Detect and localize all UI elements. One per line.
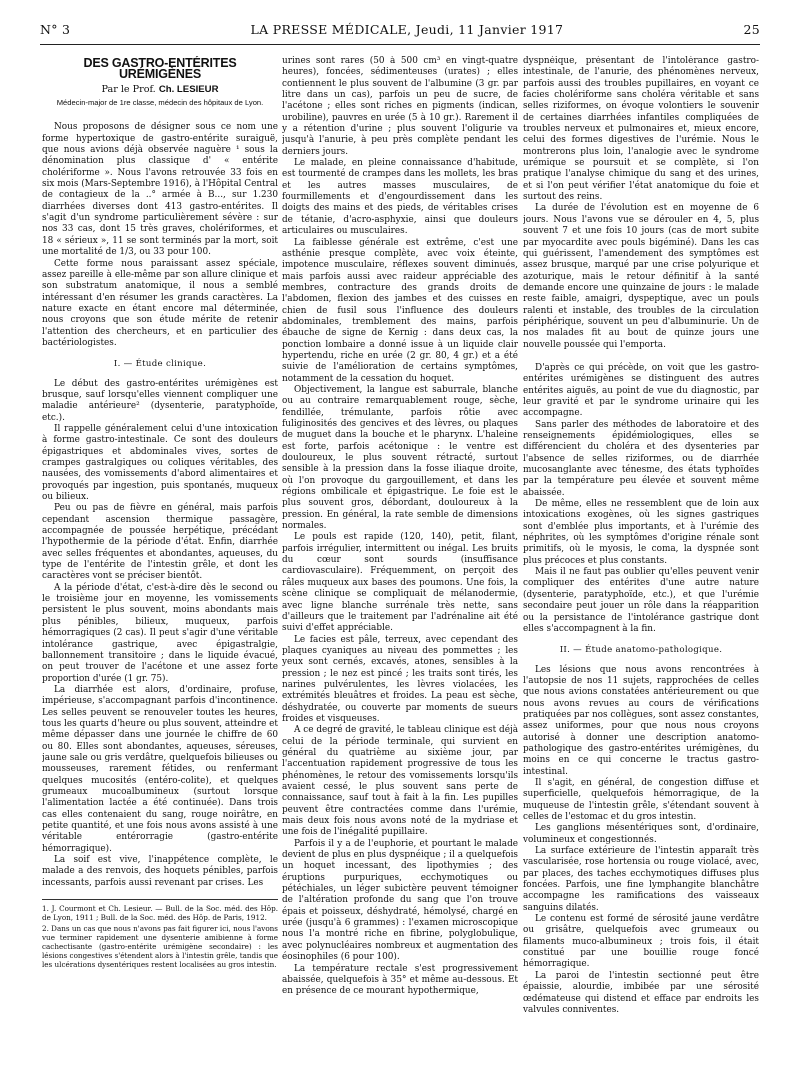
paragraph: Le contenu est formé de sérosité jaune verdâtre ou grisâtre, quelquefois avec grumeaux ou filaments muco-albumineux ; trois fois, il était constitué par une bouillie rouge foncé hémorragique.: [523, 914, 759, 970]
paragraph: Les ganglions mésentériques sont, d'ordinaire, volumineux et congestionnés.: [523, 823, 759, 845]
footnote-2: 2. Dans un cas que nous n'avons pas fait figurer ici, nous l'avons vue terminer rapidement une dysenterie amibienne à forme cachectisante (gastro-entérite urémigène secondaire) : les lésions congestives s'étendent alors à l'intestin grêle, tandis que les ulcérations dysentériques restent localisées au gros intestin.: [42, 924, 278, 970]
paragraph: Il s'agit, en général, de congestion diffuse et superficielle, quelquefois hémorragique, de la muqueuse de l'intestin grêle, s'étendant souvent à celles de l'estomac et du gros intestin.: [523, 777, 759, 822]
paragraph: La surface extérieure de l'intestin apparaît très vascularisée, rose hortensia ou rouge violacé, avec, par places, des taches ecchymotiques diffuses plus foncées. Parfois, une fine lymphangite blanchâtre accompagne les ramifications des vaisseaux sanguins dilatés.: [523, 846, 759, 913]
paragraph: La température rectale s'est progressivement abaissée, quelquefois à 35° et même au-dessous. Et en présence de ce mourant hypothermique,: [282, 963, 518, 997]
spacer: [523, 351, 759, 363]
footnotes: [42, 899, 278, 969]
paragraph: Le facies est pâle, terreux, avec cependant des plaques cyaniques au niveau des pommettes ; les yeux sont cernés, excavés, atones, sensibles à la pression ; le nez est pincé ; les traits sont tirés, les narines pulvérulentes, les lèvres violacées, les extrémités bleuâtres et froides. La peau est sèche, déshydratée, ou couverte par moments de sueurs froides et visqueuses.: [282, 634, 518, 724]
column-1: [42, 56, 278, 1056]
paragraph: La paroi de l'intestin sectionné peut être épaissie, alourdie, imbibée par une sérosité œdémateuse qui distend et efface par endroits les valvules conniventes.: [523, 970, 759, 1015]
running-header: [40, 22, 760, 42]
paragraph: Les lésions que nous avons rencontrées à l'autopsie de nos 11 sujets, rapprochées de celles que nous avions constatées antérieurement ou que nous avons revues au cours de vérifications pratiquées par nos collègues, sont assez constantes, assez uniformes, pour que nous nous croyons autorisé à donner une description anatomo-pathologique des gastro-entérites urémigènes, du moins en ce qui concerne le tractus gastro-intestinal.: [523, 664, 759, 777]
byline-prefix: Par le Prof.: [101, 83, 156, 95]
byline: [42, 84, 278, 95]
header-rule: [40, 44, 760, 45]
author-name: Ch. LESIEUR: [158, 83, 219, 95]
paragraph: D'après ce qui précède, on voit que les gastro-entérites urémigènes se distinguent des autres entérites aiguës, au point de vue du diagnostic, par leur gravité et par le syndrome urinaire qui les accompagne.: [523, 362, 759, 419]
paragraph: La faiblesse générale est extrême, c'est une asthénie presque complète, avec voix éteinte, impotence musculaire, réflexes souvent diminués, mais parfois aussi avec raideur appréciable des membres, contracture des grands droits de l'abdomen, flexion des jambes et des cuisses en chien de fusil sous l'influence des douleurs abdominales, tremblement des mains, parfois ébauche de signe de Kernig : dans deux cas, la ponction lombaire a donné issue à un liquide clair hypertendu, riche en urée (2 gr. 80, 4 gr.) et a été suivie de l'amélioration de certains symptômes, notamment de la cessation du hoquet.: [282, 237, 518, 384]
paragraph: A ce degré de gravité, le tableau clinique est déjà celui de la période terminale, qui survient en général du quatrième au sixième jour, par l'accentuation rapidement progressive de tous les phénomènes, le retour des vomissements lorsqu'ils avaient cessé, le plus souvent sans perte de connaissance, sauf tout à fait à la fin. Les pupilles peuvent être contractées comme dans l'urémie, mais deux fois nous avons noté de la mydriase et une fois de l'inégalité pupillaire.: [282, 725, 518, 838]
paragraph: Il rappelle généralement celui d'une intoxication à forme gastro-intestinale. Ce sont des douleurs épigastriques et abdominales vives, sortes de crampes gastralgiques ou coliques véritables, des nausées, des vomissements d'abord alimentaires et provoqués par ingestion, puis spontanés, muqueux ou bilieux.: [42, 423, 278, 503]
author-affiliation: Médecin-major de 1re classe, médecin des hôpitaux de Lyon.: [56, 98, 264, 108]
paragraph: dyspnéique, présentant de l'intolérance gastro-intestinale, de l'anurie, des phénomènes nerveux, parfois aussi des troubles pupillaires, en voyant ce facies cholériforme sans choléra véritable et sans selles riziformes, on évoque volontiers le souvenir de certaines diarrhées infantiles compliquées de troubles nerveux et pulmonaires et, mieux encore, celui des formes digestives de l'urémie. Nous le montrerons plus loin, l'analogie avec le syndrome urémique se poursuit et se complète, si l'on pratique l'analyse chimique du sang et des urines, et si l'on peut vérifier l'état anatomique du foie et surtout des reins.: [523, 56, 759, 203]
issue-number: N° 3: [40, 22, 71, 37]
article-title: DES GASTRO-ENTÉRITES URÉMIGÈNES: [83, 56, 237, 82]
paragraph: Cette forme nous paraissant assez spéciale, assez pareille à elle-même par son allure clinique et son substratum anatomique, il nous a semblé intéressant d'en résumer les grands caractères. La nature exacte en étant encore mal déterminée, nous croyons que son étude mérite de retenir l'attention des chercheurs, et en particulier des bactériologistes.: [42, 258, 278, 348]
paragraph: Mais il ne faut pas oublier qu'elles peuvent venir compliquer des entérites d'une autre nature (dysenterie, paratyphoïde, etc.), et que l'urémie secondaire peut jouer un rôle dans la réapparition ou la persistance de l'intolérance gastrique dont elles s'accompagnent à la fin.: [523, 567, 759, 634]
paragraph: Le malade, en pleine connaissance d'habitude, est tourmenté de crampes dans les mollets, les bras et les autres masses musculaires, de fourmillements et d'engourdissement dans les doigts des mains et des pieds, de véritables crises de tétanie, d'acro-asphyxie, ainsi que douleurs articulaires ou musculaires.: [282, 158, 518, 237]
paragraph: Nous proposons de désigner sous ce nom une forme hypertoxique de gastro-entérite suraiguë, que nous avions déjà observée naguère ¹ sous la dénomination plus classique d' « entérite cholériforme ». Nous l'avons retrouvée 33 fois en six mois (Mars-Septembre 1916), à l'Hôpital Central de contagieux de la ..° armée à B..., sur 1.230 diarrhées diverses dont 413 gastro-entérites. Il s'agit d'un syndrome particulièrement sévère : sur nos 33 cas, dont 15 très graves, cholériformes, et 18 « sérieux », 11 se sont terminés par la mort, soit une mortalité de 1/3, ou 33 pour 100.: [42, 122, 278, 258]
page-number: 25: [743, 22, 760, 37]
footnote-1: 1. J. Courmont et Ch. Lesieur. — Bull. de la Soc. méd. des Hôp. de Lyon, 1911 ; Bull. de la Soc. méd. des Hôp. de Paris, 1912.: [42, 904, 278, 923]
paragraph: Le début des gastro-entérites urémigènes est brusque, sauf lorsqu'elles viennent compliquer une maladie antérieure² (dysenterie, paratyphoïde, etc.).: [42, 378, 278, 423]
column-3: [523, 56, 759, 1066]
column-2: [282, 56, 518, 1066]
paragraph: La diarrhée est alors, d'ordinaire, profuse, impérieuse, s'accompagnant parfois d'incontinence. Les selles peuvent se renouveler toutes les heures, tous les quarts d'heure ou plus souvent, atteindre et même dépasser dans une journée le chiffre de 60 ou 80. Elles sont abondantes, aqueuses, séreuses, jaune sale ou gris verdâtre, quelquefois bilieuses ou mousseuses, rarement fétides, ou renfermant quelques mucosités (entéro-colite), et quelques grumeaux mucoalbumineux (surtout lorsque l'alimentation lactée a été continuée). Dans trois cas elles contenaient du sang, rouge noirâtre, en petite quantité, et une fois nous avons assisté à une véritable entérorragie (gastro-entérite hémorragique).: [42, 684, 278, 854]
paragraph: urines sont rares (50 à 500 cm³ en vingt-quatre heures), foncées, sédimenteuses (urates) ; elles contiennent le plus souvent de l'albumine (3 gr. par litre dans un cas), parfois un peu de sucre, de l'acétone ; elles sont riches en pigments (indican, urobiline), pauvres en urée (5 à 10 gr.). Rarement il y a rétention d'urine ; plus souvent l'oligurie va jusqu'à l'anurie, à peu près complète pendant les derniers jours.: [282, 56, 518, 157]
paragraph: La soif est vive, l'inappétence complète, le malade a des renvois, des hoquets pénibles, parfois incessants, parfois aussi revenant par crises. Les: [42, 855, 278, 888]
journal-title: LA PRESSE MÉDICALE, Jeudi, 11 Janvier 1917: [250, 22, 564, 37]
paragraph: Parfois il y a de l'euphorie, et pourtant le malade devient de plus en plus dyspnéique ; il a quelquefois un hoquet incessant, des lipothymies ; des éruptions purpuriques, ecchymotiques ou pétéchiales, un léger subictère peuvent témoigner de l'altération profonde du sang que l'on trouve épais et poisseux, déshydraté, hémolysé, chargé en urée (jusqu'à 6 grammes) : l'examen microscopique nous l'a montré riche en fibrine, polyglobulique, avec polynucléaires nombreux et augmentation des éosinophiles (6 pour 100).: [282, 838, 518, 963]
paragraph: Le pouls est rapide (120, 140), petit, filant, parfois irrégulier, intermittent ou inégal. Les bruits du cœur sont sourds (insuffisance cardiovasculaire). Fréquemment, on perçoit des râles muqueux aux bases des poumons. Une fois, la scène clinique se compliquait de mélanodermie, avec ligne blanche surrénale très nette, sans d'ailleurs que le traitement par l'adrénaline ait été suivi d'effet appréciable.: [282, 532, 518, 634]
paragraph: De même, elles ne ressemblent que de loin aux intoxications exogènes, où les signes gastriques sont d'emblée plus importants, et à l'urémie des néphrites, où les symptômes d'origine rénale sont primitifs, où le myosis, le coma, la dyspnée sont plus précoces et plus constants.: [523, 499, 759, 566]
paragraph: Peu ou pas de fièvre en général, mais parfois cependant ascension thermique passagère, accompagnée de poussée herpétique, précédant l'hypothermie de la période d'état. Enfin, diarrhée avec selles fréquentes et abondantes, aqueuses, du type de l'entérite de l'intestin grêle, et dont les caractères vont se préciser bientôt.: [42, 503, 278, 582]
section-heading-anatomo-pathological: II. — Étude anatomo-pathologique.: [559, 645, 723, 656]
section-heading-clinical: I. — Étude clinique.: [113, 359, 207, 370]
paragraph: La durée de l'évolution est en moyenne de 6 jours. Nous l'avons vue se dérouler en 4, 5, plus souvent 7 et une fois 10 jours (cas de mort subite par myocardite avec pouls bigéminé). Dans les cas qui guérissent, l'amendement des symptômes est assez brusque, marqué par une crise polyurique et azoturique, mais le retour définitif à la santé demande encore une quinzaine de jours : le malade reste faible, amaigri, dyspeptique, avec un pouls ralenti et instable, des troubles de la circulation périphérique, souvent un peu d'albuminurie. Un de nos malades fit au bout de quinze jours une nouvelle poussée qui l'emporta.: [523, 203, 759, 350]
paragraph: Sans parler des méthodes de laboratoire et des renseignements épidémiologiques, elles se différencient du choléra et des dysenteries par l'absence de selles riziformes, ou de diarrhée mucosanglante avec ténesme, des états typhoïdes par la température peu élevée et souvent même abaissée.: [523, 419, 759, 498]
paragraph: A la période d'état, c'est-à-dire dès le second ou le troisième jour en moyenne, les vomissements persistent le plus souvent, moins abondants mais plus pénibles, bilieux, muqueux, parfois hémorragiques (2 cas). Il peut s'agir d'une véritable intolérance gastrique, avec épigastralgie, ballonnement transitoire ; dans le liquide évacué, on peut trouver de l'acétone et une assez forte proportion d'urée (1 gr. 75).: [42, 582, 278, 684]
paragraph: Objectivement, la langue est saburrale, blanche ou au contraire remarquablement rouge, sèche, fendillée, trémulante, parfois rôtie avec fuliginosités des gencives et des lèvres, ou plaques de muguet dans la bouche et le pharynx. L'haleine est forte, parfois acétonique : le ventre est douloureux, le plus souvent rétracté, surtout sensible à la pression dans la fosse iliaque droite, où l'on provoque du gargouillement, et dans les régions ombilicale et épigastrique. Le foie est le plus souvent gros, débordant, douloureux à la pression. En général, la rate semble de dimensions normales.: [282, 384, 518, 532]
